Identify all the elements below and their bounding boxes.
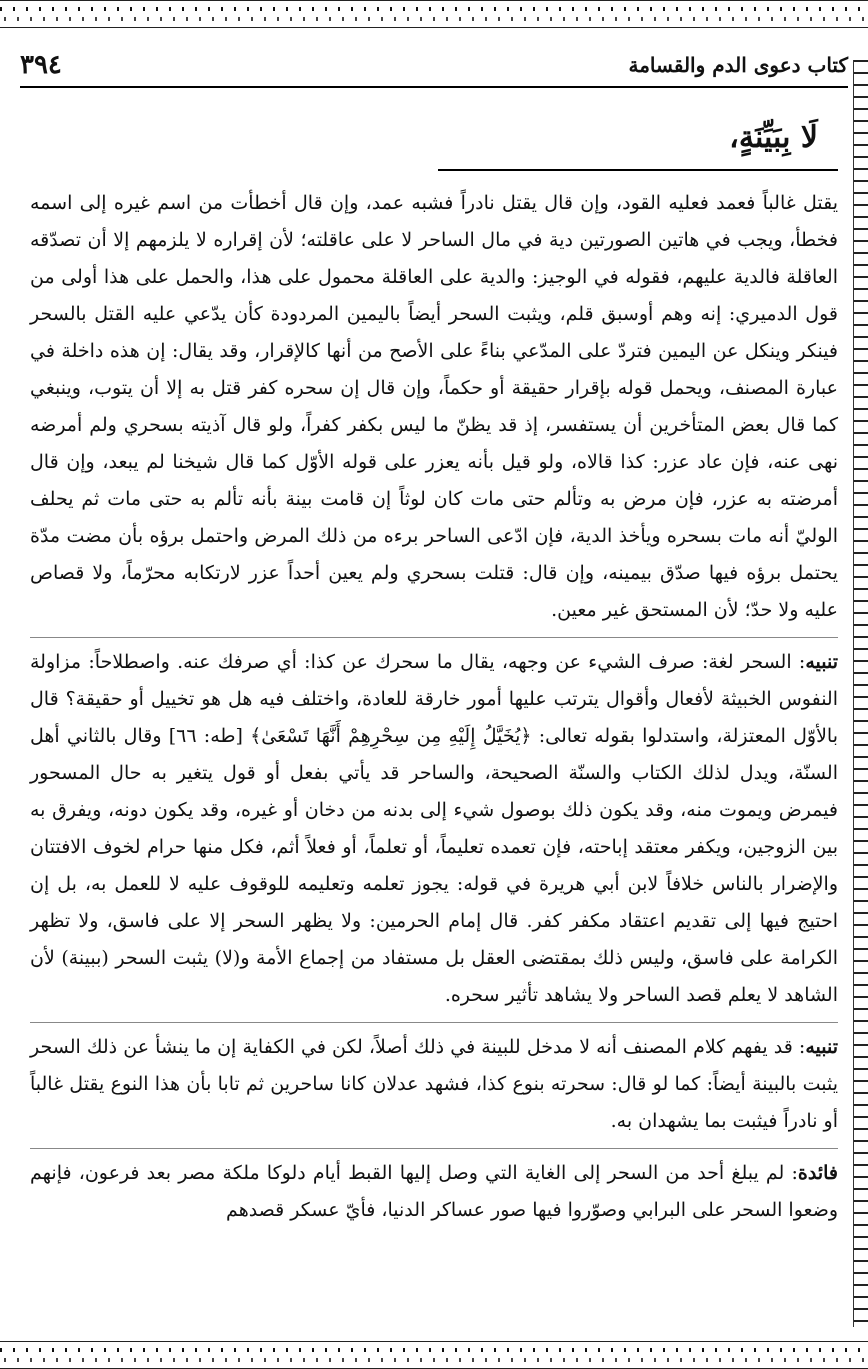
paragraph-text: : لم يبلغ أحد من السحر إلى الغاية التي وصل إليها القبط أيام دلوكا ملكة مصر بعد فرعون، فإنهم وضعوا السحر على البرابي وصوّروا فيها صور عساكر الدنيا، فأيّ عسكر قصدهم xyxy=(30,1162,838,1221)
paragraph-text: : السحر لغة: صرف الشيء عن وجهه، يقال ما سحرك عن كذا: أي صرفك عنه. واصطلاحاً: مزاولة النفوس الخبيثة لأفعال وأقوال يترتب عليها أمور خارقة للعادة، واختلف فيه هل هو تخييل أو حقيقة؟ قال بالأوّل المعتزلة، واستدلوا بقوله تعالى: ﴿يُخَيَّلُ إِلَيْهِ مِن سِحْرِهِمْ أَنَّهَا تَسْعَىٰ﴾ [طه: ٦٦] وقال بالثاني أهل السنّة، ويدل لذلك الكتاب والسنّة الصحيحة، والساحر قد يأتي بفعل أو قول يتغير به حال المسحور فيمرض ويموت منه، وقد يكون ذلك بوصول شيء إلى بدنه من دخان أو غيره، وقد يكون دونه، ويفرق به بين الزوجين، ويكفر معتقد إباحته، فإن تعمده تعليماً، أو تعلماً، أو فعلاً أثم، فكل منها حرام لخوف الافتتان والإضرار بالناس خلافاً لابن أبي هريرة في قوله: يجوز تعلمه وتعليمه للوقوف عليه لا للعمل به، بل إن احتيج فيها إلى تقديم اعتقاد مكفر كفر. قال إمام الحرمين: ولا يظهر السحر إلا على فاسق، ولا تظهر الكرامة على فاسق، وليس ذلك بمقتضى العقل بل مستفاد من إجماع الأمة و(لا) يثبت السحر (ببينة) لأن الشاهد لا يعلم قصد الساحر ولا يشاهد تأثير سحره. xyxy=(30,651,838,1006)
right-ornamental-border xyxy=(853,60,868,1327)
top-ornamental-border xyxy=(0,0,868,28)
paragraph-note-definition xyxy=(30,637,838,1014)
opening-phrase: لَا بِبَيِّنَةٍ، xyxy=(729,120,818,155)
paragraph-note-evidence xyxy=(30,1022,838,1140)
running-title: كتاب دعوى الدم والقسامة xyxy=(628,53,848,77)
page-body xyxy=(30,120,838,1237)
paragraph-text: يقتل غالباً فعمد فعليه القود، وإن قال يقتل نادراً فشبه عمد، وإن قال أخطأت من اسم غيره إلى اسمه فخطأ، ويجب في هاتين الصورتين دية في مال الساحر لا على عاقلته؛ لأن إقراره لا يلزمهم إلا أن تصدّقه العاقلة فالدية عليهم، فقوله في الوجيز: والدية على العاقلة محمول على هذا، والحمل على هذا أولى من قول الدميري: إنه وهم أوسبق قلم، ويثبت السحر أيضاً باليمين المردودة كأن يدّعي عليه القتل بالسحر فينكر وينكل عن اليمين فتردّ على المدّعي بناءً على الأصح من أنها كالإقرار، وقد يقال: إن هذه داخلة في عبارة المصنف، ويحمل قوله بإقرار حقيقة أو حكماً، وإن قال إن سحره كفر قتل به إلا أن يتوب، وينبغي كما قال بعض المتأخرين أن يستفسر، إذ قد يظنّ ما ليس بكفر كفراً، ولو قال آذيته بسحري ولم أمرضه نهى عنه، فإن عاد عزر: كذا قالاه، ولو قيل بأنه يعزر على قوله الأوّل كما قال شيخنا لم يبعد، وإن قال أمرضته به عزر، فإن مرض به وتألم حتى مات كان لوثاً إن قامت بينة بأنه تألم به حتى مات ثم يحلف الوليّ أنه مات بسحره ويأخذ الدية، فإن ادّعى الساحر برءه من ذلك المرض واحتمل برؤه بأن مضت مدّة يحتمل برؤه فيها صدّق بيمينه، وإن قال: قتلت بسحري ولم يعين أحداً عزر لارتكابه محرّماً، ولا قصاص عليه ولا حدّ؛ لأن المستحق غير معين. xyxy=(30,192,839,621)
commentary-divider xyxy=(438,169,838,171)
note-label: تنبيه xyxy=(805,1036,838,1058)
note-label: تنبيه xyxy=(805,651,838,673)
paragraph-benefit xyxy=(30,1148,838,1229)
page-number: ٣٩٤ xyxy=(20,50,62,80)
page-header xyxy=(20,44,848,88)
paragraph-text: : قد يفهم كلام المصنف أنه لا مدخل للبينة في ذلك أصلاً، لكن في الكفاية إن ما ينشأ عن ذلك السحر يثبت بالبينة أيضاً: كما لو قال: سحرته بنوع كذا، فشهد عدلان كانا ساحرين ثم تابا بأن هذا النوع يقتل غالباً أو نادراً فيثبت بما يشهدان به. xyxy=(30,1036,838,1132)
benefit-label: فائدة xyxy=(797,1162,838,1184)
paragraph-ruling-on-sorcery xyxy=(30,185,838,629)
bottom-ornamental-border xyxy=(0,1341,868,1369)
